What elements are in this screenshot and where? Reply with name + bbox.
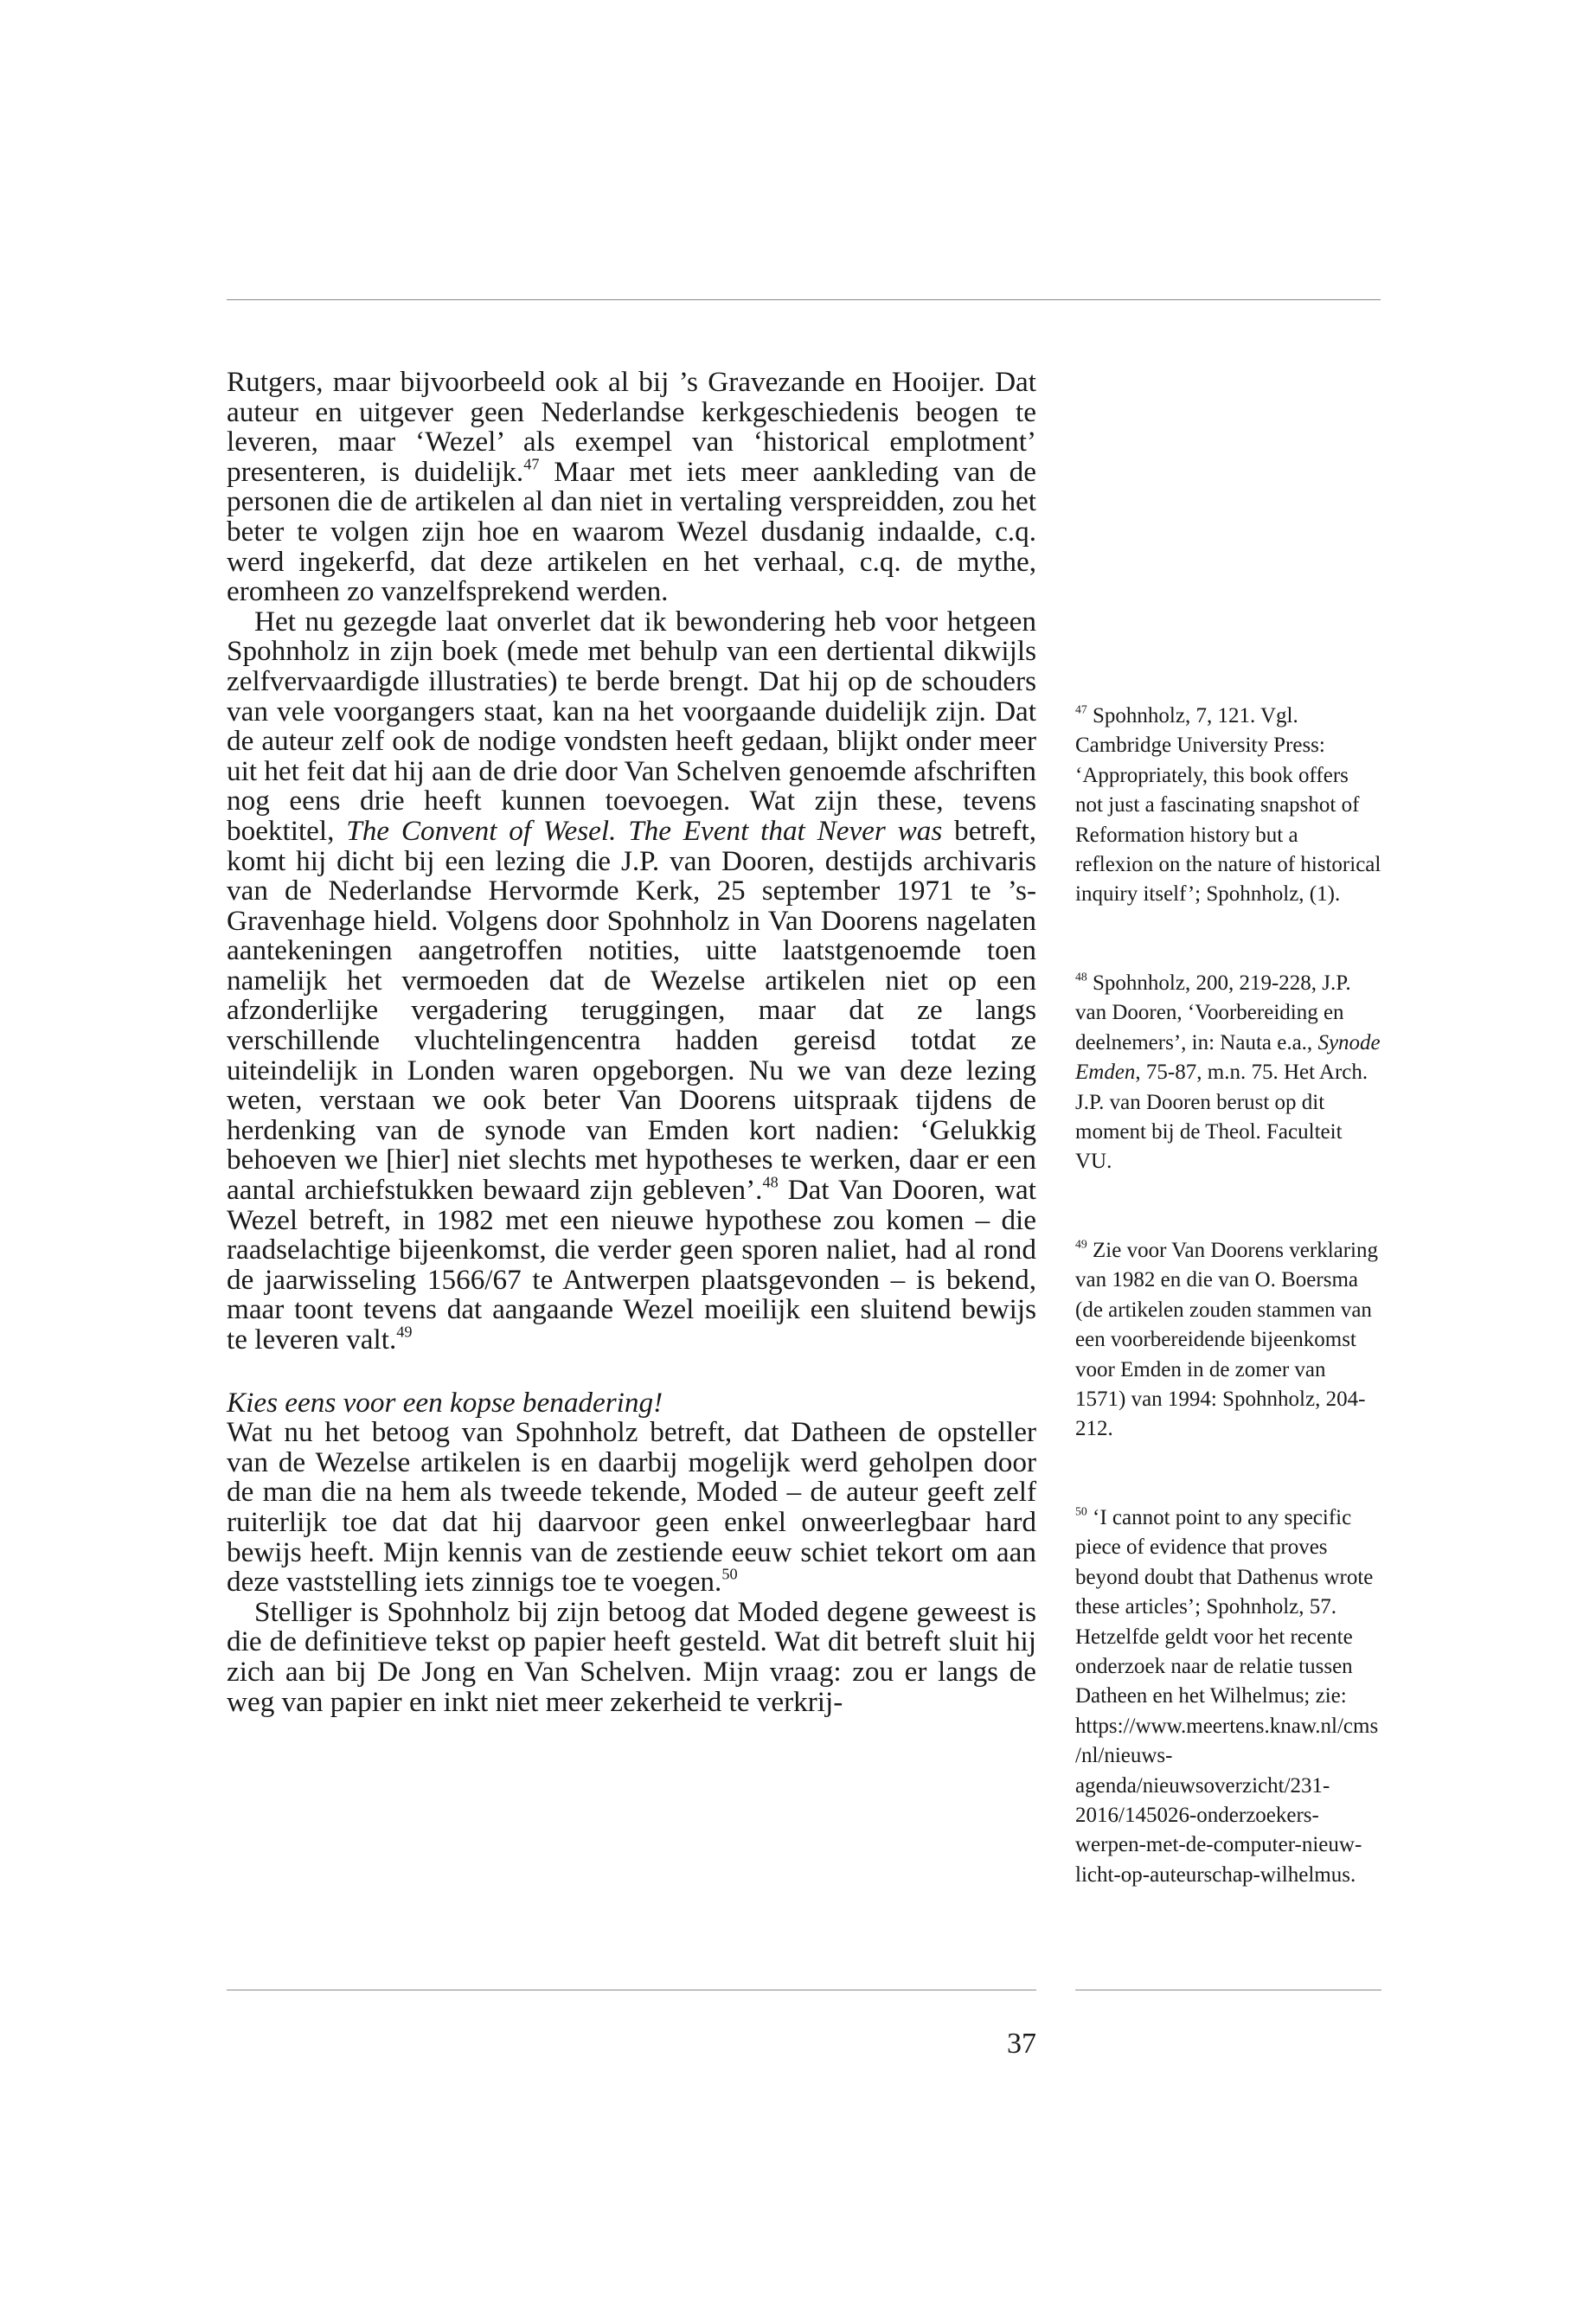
- page-number: 37: [1007, 2028, 1036, 2060]
- footnote-number: 47: [1075, 702, 1087, 716]
- footnote-49: [1075, 1236, 1381, 1445]
- paragraph-2: [227, 607, 1036, 1356]
- paragraph-3: [227, 1418, 1036, 1598]
- footnote-ref-49[interactable]: 49: [396, 1323, 413, 1341]
- paragraph-4: Stelliger is Spohnholz bij zijn betoog dat Moded degene geweest is die de definitieve tekst op papier heeft gesteld. Wat dit betreft sluit hij zich aan bij De Jong en Van Schelven. Mijn vraag: zou er langs de weg van papier en inkt niet meer zekerheid te verkrij-: [227, 1595, 1036, 1718]
- footnote-number: 49: [1075, 1237, 1087, 1251]
- book-title: The Convent of Wesel. The Event that Never was: [346, 814, 943, 847]
- footnote-ref-48[interactable]: 48: [762, 1173, 779, 1191]
- footnote-50: [1075, 1503, 1381, 1890]
- paragraph-1: [227, 368, 1036, 607]
- paragraph-1-text-b: Maar met iets meer aankleding van de personen die de artikelen al dan niet in vertaling verspreidden, zou het beter te volgen zijn hoe en waarom Wezel dusdanig indaalde, c.q. werd ingekerfd, dat deze artikelen en het verhaal, c.q. de mythe, eromheen zo vanzelfsprekend werden.: [227, 455, 1036, 608]
- footnote-number: 50: [1075, 1504, 1087, 1518]
- top-rule: [227, 299, 1381, 300]
- paragraph-2-text-b: betreft, komt hij dicht bij een lezing die J.P. van Dooren, destijds archivaris van de Nederlandse Hervormde Kerk, 25 september 1971 te ’s-Gravenhage hield. Volgens door Spohnholz in Van Doorens nagelaten aantekeningen aangetroffen notities, uitte laatstgenoemde toen namelijk het vermoeden dat de Wezelse artikelen niet op een afzonderlijke vergadering teruggingen, maar dat ze langs verschillende vluchtelingencentra hadden gereisd totdat ze uiteindelijk in Londen waren opgeborgen. Nu we van deze lezing weten, verstaan we ook beter Van Doorens uitspraak tijdens de herdenking van de synode van Emden kort nadien: ‘Gelukkig behoeven we [hier] niet slechts met hypotheses te werken, daar er een aantal archiefstukken bewaard zijn gebleven’.: [227, 814, 1037, 1207]
- paragraph-2-text-a: Het nu gezegde laat onverlet dat ik bewondering heb voor hetgeen Spohnholz in zijn boek (mede met behulp van een dertiental dikwijls zelfvervaardigde illustraties) te berde brengt. Dat hij op de schouders van vele voorgangers staat, kan na het voorgaande duidelijk zijn. Dat de auteur zelf ook de nodige vondsten heeft gedaan, blijkt onder meer uit het feit dat hij aan de drie door Van Schelven genoemde afschriften nog eens drie heeft kunnen toevoegen. Wat zijn these, tevens boektitel,: [227, 605, 1036, 847]
- paragraph-1-text-a: Rutgers, maar bijvoorbeeld ook al bij ’s Gravezande en Hooijer. Dat auteur en uitgever geen Nederlandse kerkgeschiedenis beogen te leveren, maar ‘Wezel’ als exempel van ‘historical emplotment’ presenteren, is duidelijk.: [227, 366, 1036, 488]
- paragraph-3-text: Wat nu het betoog van Spohnholz betreft, dat Datheen de opsteller van de Wezelse artikelen is en daarbij mogelijk werd geholpen door de man die na hem als tweede tekende, Moded – de auteur geeft zelf ruiterlijk toe dat dat hij daarvoor geen enkel onweerlegbaar hard bewijs heeft. Mijn kennis van de zestiende eeuw schiet tekort om aan deze vaststelling iets zinnigs toe te voegen.: [227, 1416, 1036, 1599]
- footnote-ref-50[interactable]: 50: [721, 1565, 738, 1583]
- section-subheading: Kies eens voor een kopse benadering!: [227, 1386, 663, 1419]
- footnote-text: ‘I cannot point to any specific piece of evidence that proves beyond doubt that Dathenus wrote these articles’; Spohnholz, 57. Hetzelfde geldt voor het recente onderzoek naar de relatie tussen Datheen en het Wilhelmus; zie: https://www.meertens.knaw.nl/cms/nl/nieuws-agenda/nieuwsoverzicht/231-2016/145026-onderzoekers-werpen-met-de-computer-nieuw-licht-op-auteurschap-wilhelmus.: [1075, 1506, 1379, 1887]
- footnote-title: Synode Emden: [1075, 1030, 1381, 1085]
- footnote-number: 48: [1075, 970, 1087, 984]
- footnote-text: Spohnholz, 200, 219-228, J.P. van Dooren, ‘Voorbereiding en deelnemers’, in: Nauta e.a.,: [1075, 971, 1351, 1054]
- footnote-47: [1075, 702, 1381, 910]
- footnote-48: [1075, 969, 1381, 1177]
- footnote-ref-47[interactable]: 47: [523, 455, 540, 473]
- paragraph-2-text-c: Dat Van Dooren, wat Wezel betreft, in 1982 met een nieuwe hypothese zou komen – die raadselachtige bijeenkomst, die verder geen sporen naliet, had al rond de jaarwisseling 1566/67 te Antwerpen plaatsgevonden – is bekend, maar toont tevens dat aangaande Wezel moeilijk een sluitend bewijs te leveren valt.: [227, 1174, 1036, 1356]
- main-text-column: [227, 368, 1036, 1717]
- footnote-text: , 75-87, m.n. 75. Het Arch. J.P. van Dooren berust op dit moment bij de Theol. Faculteit VU.: [1075, 1061, 1368, 1174]
- footnote-text: Spohnholz, 7, 121. Vgl. Cambridge University Press: ‘Appropriately, this book offers not just a fascinating snapshot of Reformation history but a reflexion on the nature of historical inquiry itself’; Spohnholz, (1).: [1075, 704, 1381, 907]
- footnote-text: Zie voor Van Doorens verklaring van 1982 en die van O. Boersma (de artikelen zouden stammen van een voorbereidende bijeenkomst voor Emden in de zomer van 1571) van 1994: Spohnholz, 204-212.: [1075, 1239, 1379, 1441]
